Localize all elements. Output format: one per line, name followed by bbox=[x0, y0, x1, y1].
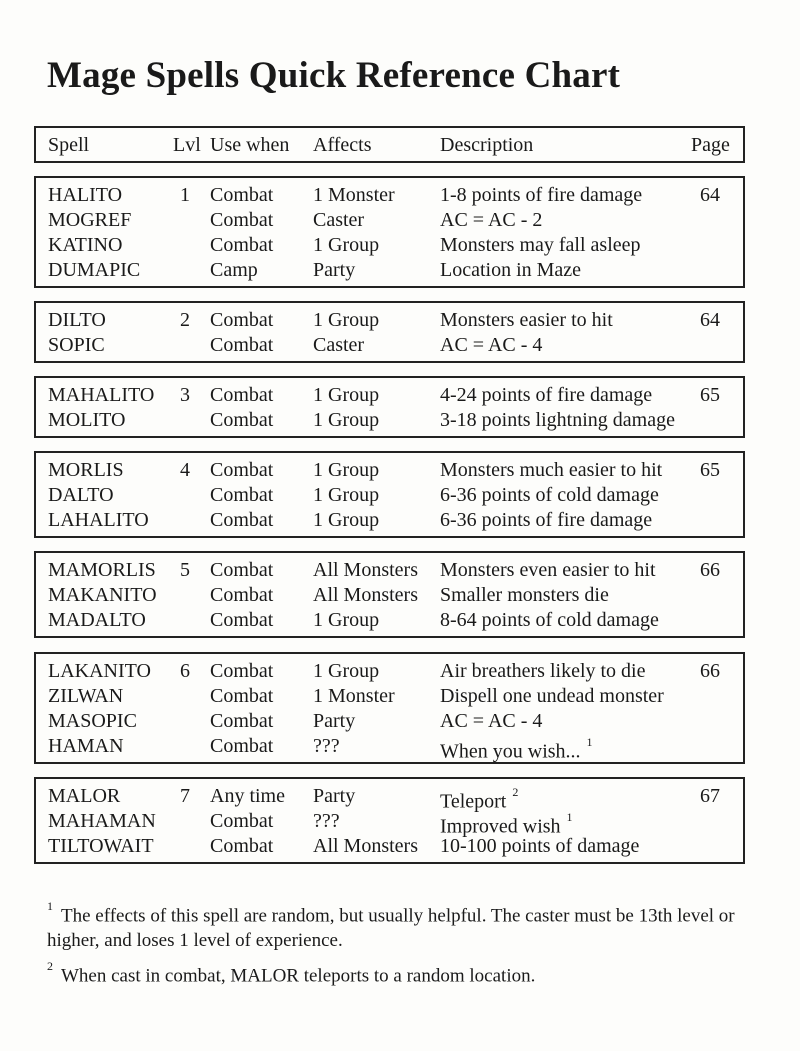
spell-group-level-6 bbox=[34, 652, 745, 764]
table-row bbox=[36, 333, 743, 358]
affects: 1 Group bbox=[313, 609, 380, 631]
spell-name: DUMAPIC bbox=[48, 259, 141, 281]
table-row bbox=[36, 458, 743, 483]
affects: ??? bbox=[313, 735, 340, 757]
use-when: Combat bbox=[210, 184, 274, 206]
page-number: 64 bbox=[700, 309, 720, 331]
use-when: Combat bbox=[210, 559, 274, 581]
use-when: Combat bbox=[210, 334, 274, 356]
page-number: 67 bbox=[700, 785, 720, 807]
use-when: Any time bbox=[210, 785, 285, 807]
spell-level: 4 bbox=[180, 459, 190, 481]
use-when: Combat bbox=[210, 710, 274, 732]
affects: 1 Group bbox=[313, 484, 380, 506]
description: 10-100 points of damage bbox=[440, 835, 640, 857]
spell-group-level-1 bbox=[34, 176, 745, 288]
footnote-text: When cast in combat, MALOR teleports to a random location. bbox=[61, 965, 536, 987]
use-when: Combat bbox=[210, 234, 274, 256]
description: Dispell one undead monster bbox=[440, 685, 664, 707]
spell-name: MAMORLIS bbox=[48, 559, 156, 581]
spell-name: MOGREF bbox=[48, 209, 132, 231]
table-row bbox=[36, 834, 743, 859]
spell-level: 5 bbox=[180, 559, 190, 581]
spell-level: 2 bbox=[180, 309, 190, 331]
footnote-text: The effects of this spell are random, but usually helpful. The caster must be 13th level or higher, and loses 1 level of experience. bbox=[47, 905, 735, 952]
description: Monsters even easier to hit bbox=[440, 559, 656, 581]
affects: 1 Group bbox=[313, 384, 380, 406]
spell-name: ZILWAN bbox=[48, 685, 124, 707]
page-number: 66 bbox=[700, 559, 720, 581]
description: Air breathers likely to die bbox=[440, 660, 646, 682]
table-row bbox=[36, 809, 743, 838]
use-when: Combat bbox=[210, 384, 274, 406]
spell-group-level-7 bbox=[34, 777, 745, 864]
table-row bbox=[36, 483, 743, 508]
spell-name: LAHALITO bbox=[48, 509, 149, 531]
description: Monsters may fall asleep bbox=[440, 234, 641, 256]
spell-name: SOPIC bbox=[48, 334, 105, 356]
affects: All Monsters bbox=[313, 559, 418, 581]
header-use: Use when bbox=[210, 134, 290, 156]
header-spell: Spell bbox=[48, 134, 90, 156]
table-row bbox=[36, 709, 743, 734]
description: Improved wish bbox=[440, 815, 561, 838]
footnote-mark: 1 bbox=[47, 899, 53, 913]
spell-name: MORLIS bbox=[48, 459, 124, 481]
table-row bbox=[36, 208, 743, 233]
header-description: Description bbox=[440, 134, 534, 156]
footnote-1 bbox=[47, 898, 747, 953]
description: AC = AC - 4 bbox=[440, 710, 543, 732]
description: 4-24 points of fire damage bbox=[440, 384, 653, 406]
spell-name: DILTO bbox=[48, 309, 106, 331]
use-when: Combat bbox=[210, 660, 274, 682]
page-number: 65 bbox=[700, 384, 720, 406]
spell-name: MASOPIC bbox=[48, 710, 137, 732]
description: Monsters much easier to hit bbox=[440, 459, 663, 481]
table-row bbox=[36, 508, 743, 533]
use-when: Camp bbox=[210, 259, 258, 281]
affects: 1 Monster bbox=[313, 685, 395, 707]
affects: 1 Group bbox=[313, 509, 380, 531]
header-lvl: Lvl bbox=[173, 134, 201, 156]
spell-name: DALTO bbox=[48, 484, 114, 506]
table-row bbox=[36, 558, 743, 583]
description: Location in Maze bbox=[440, 259, 582, 281]
description: When you wish... bbox=[440, 740, 581, 763]
spell-name: LAKANITO bbox=[48, 660, 151, 682]
footnote-ref: 1 bbox=[566, 810, 573, 824]
affects: Party bbox=[313, 259, 356, 281]
description: AC = AC - 4 bbox=[440, 334, 543, 356]
description: Smaller monsters die bbox=[440, 584, 609, 606]
description: 6-36 points of fire damage bbox=[440, 509, 653, 531]
table-row bbox=[36, 608, 743, 633]
table-row bbox=[36, 408, 743, 433]
spell-group-level-3 bbox=[34, 376, 745, 438]
spell-name: MADALTO bbox=[48, 609, 146, 631]
use-when: Combat bbox=[210, 810, 274, 832]
affects: 1 Group bbox=[313, 459, 380, 481]
table-header bbox=[34, 126, 745, 163]
affects: 1 Group bbox=[313, 309, 380, 331]
table-row bbox=[36, 308, 743, 333]
description: AC = AC - 2 bbox=[440, 209, 543, 231]
use-when: Combat bbox=[210, 509, 274, 531]
spell-name: MAHAMAN bbox=[48, 810, 156, 832]
spell-level: 1 bbox=[180, 184, 190, 206]
table-row bbox=[36, 659, 743, 684]
description-cell bbox=[440, 734, 593, 765]
page-number: 65 bbox=[700, 459, 720, 481]
footnote-mark: 2 bbox=[47, 959, 53, 973]
affects: 1 Group bbox=[313, 660, 380, 682]
spell-group-level-2 bbox=[34, 301, 745, 363]
affects: All Monsters bbox=[313, 835, 418, 857]
page-title: Mage Spells Quick Reference Chart bbox=[47, 55, 621, 96]
table-row bbox=[36, 233, 743, 258]
affects: Party bbox=[313, 785, 356, 807]
spell-name: KATINO bbox=[48, 234, 123, 256]
description: Teleport bbox=[440, 790, 507, 813]
page-number: 64 bbox=[700, 184, 720, 206]
page-number: 66 bbox=[700, 660, 720, 682]
table-row bbox=[36, 383, 743, 408]
affects: ??? bbox=[313, 810, 340, 832]
affects: 1 Monster bbox=[313, 184, 395, 206]
affects: 1 Group bbox=[313, 409, 380, 431]
spell-name: MAKANITO bbox=[48, 584, 157, 606]
description: 8-64 points of cold damage bbox=[440, 609, 659, 631]
header-page: Page bbox=[691, 134, 730, 156]
spell-name: MOLITO bbox=[48, 409, 126, 431]
use-when: Combat bbox=[210, 584, 274, 606]
affects: Caster bbox=[313, 334, 365, 356]
spell-group-level-4 bbox=[34, 451, 745, 538]
description: 1-8 points of fire damage bbox=[440, 184, 643, 206]
affects: 1 Group bbox=[313, 234, 380, 256]
use-when: Combat bbox=[210, 609, 274, 631]
table-row bbox=[36, 684, 743, 709]
header-row bbox=[36, 133, 743, 158]
table-row bbox=[36, 734, 743, 763]
spell-group-level-5 bbox=[34, 551, 745, 638]
spell-name: HAMAN bbox=[48, 735, 124, 757]
use-when: Combat bbox=[210, 685, 274, 707]
description: Monsters easier to hit bbox=[440, 309, 613, 331]
spell-name: HALITO bbox=[48, 184, 123, 206]
use-when: Combat bbox=[210, 309, 274, 331]
table-row bbox=[36, 784, 743, 813]
spell-name: MALOR bbox=[48, 785, 121, 807]
description: 3-18 points lightning damage bbox=[440, 409, 675, 431]
affects: All Monsters bbox=[313, 584, 418, 606]
description: 6-36 points of cold damage bbox=[440, 484, 659, 506]
affects: Party bbox=[313, 710, 356, 732]
table-row bbox=[36, 183, 743, 208]
use-when: Combat bbox=[210, 735, 274, 757]
spell-level: 6 bbox=[180, 660, 190, 682]
spell-level: 7 bbox=[180, 785, 190, 807]
use-when: Combat bbox=[210, 459, 274, 481]
spell-name: TILTOWAIT bbox=[48, 835, 154, 857]
footnote-2 bbox=[47, 958, 747, 988]
footnote-ref: 1 bbox=[586, 735, 593, 749]
header-affects: Affects bbox=[313, 134, 372, 156]
spell-name: MAHALITO bbox=[48, 384, 155, 406]
table-row bbox=[36, 258, 743, 283]
use-when: Combat bbox=[210, 835, 274, 857]
affects: Caster bbox=[313, 209, 365, 231]
spell-level: 3 bbox=[180, 384, 190, 406]
use-when: Combat bbox=[210, 209, 274, 231]
use-when: Combat bbox=[210, 484, 274, 506]
use-when: Combat bbox=[210, 409, 274, 431]
table-row bbox=[36, 583, 743, 608]
footnote-ref: 2 bbox=[512, 785, 519, 799]
